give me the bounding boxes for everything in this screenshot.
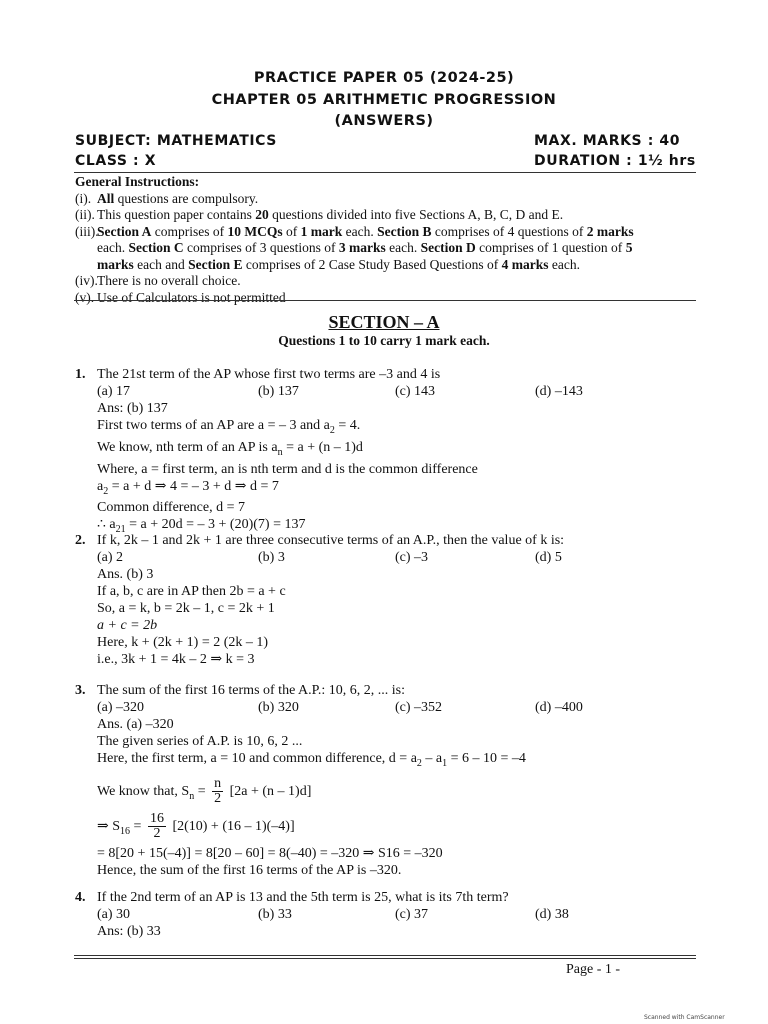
solution-line: Here, the first term, a = 10 and common difference, $d = a_2 - a_1 = 6 - 10 = -4$ [97,751,526,769]
solution-line: = 8[20 + 15(–4)] = 8[20 – 60] = 8(–40) = –320 ⇒ S16 = –320 [97,845,443,861]
solution-line: We know that, $S_n$ = $\frac{n}{2}$ [2a + (n – 1)d] [97,776,312,807]
chapter-title: CHAPTER 05 ARITHMETIC PROGRESSION [211,92,557,108]
instruction-item: (i). All questions are compulsory. [75,190,259,206]
section-subtitle: Questions 1 to 10 carry 1 mark each. [278,333,490,348]
answer: Ans: (b) 137 [97,401,168,416]
footer-divider-1 [74,955,696,956]
solution-line: If a, b, c are in AP then 2b = a + c [97,584,286,599]
instruction-item: (iii). Section A comprises of 10 MCQs of 1 mark each. Section B comprises of 4 questions of 2 marks each. Section C comprises of 3 questions of 3 marks each. Section D comprises of 1 question of 5 marks each and Section E comprises of 2 Case Study Based Questions of 4 marks each. [75,223,634,272]
subject-label: SUBJECT: MATHEMATICS [75,133,277,149]
option-c: (c) 37 [395,907,429,922]
max-marks-label: MAX. MARKS : 40 [534,133,681,149]
option-d: (d) 5 [535,550,562,565]
answer: Ans. (a) –320 [97,717,174,732]
solution-line: ∴ $a_{21} = a + 20d$ = – 3 + (20)(7) = 137 [97,517,306,536]
options [97,699,695,716]
instructions-divider [74,300,696,301]
solution-line: So, a = k, b = 2k – 1, c = 2k + 1 [97,601,275,616]
question-text: The sum of the first 16 terms of the A.P.: 10, 6, 2, ... is: [97,683,405,698]
question-text: The 21st term of the AP whose first two terms are –3 and 4 is [97,367,441,382]
solution-line: Hence, the sum of the first 16 terms of the AP is –320. [97,862,402,878]
option-b: (b) 33 [258,907,292,922]
option-c: (c) –352 [395,700,443,715]
question-2: 2. If k, 2k – 1 and 2k + 1 are three consecutive terms of an A.P., then the value of k is: (a) 2 (b) 3 (c) –3 (d) 5 Ans. (b) 3 If a, b, c are in AP then 2b = a + c So, a = k, b = 2k – 1, c = 2k + 1 a + c = 2b Here, k + (2k + 1) = 2 (2k – 1) i.e., 3k + 1 = 4k – 2 ⇒ k = 3 [75,532,695,668]
option-a: (a) 17 [97,384,131,399]
question-text: If k, 2k – 1 and 2k + 1 are three consecutive terms of an A.P., then the value of k is: [97,533,565,548]
solution-line: ⇒ $S_{16}$ = $\frac{16}{2}$ [2(10) + (16 – 1)(–4)] [97,811,295,842]
answers-label: (ANSWERS) [334,113,434,129]
instruction-item: (ii). This question paper contains 20 questions divided into five Sections A, B, C, D and E. [75,207,564,222]
header-divider [74,172,696,173]
question-4: 4. If the 2nd term of an AP is 13 and the 5th term is 25, what is its 7th term? (a) 30 (b) 33 (c) 37 (d) 38 Ans: (b) 33 [75,889,695,940]
class-label: CLASS : X [75,153,157,169]
paper-title: PRACTICE PAPER 05 (2024-25) [253,70,515,86]
option-c: (c) 143 [395,384,436,399]
option-c: (c) –3 [395,550,429,565]
instruction-item: (v). Use of Calculators is not permitted [75,289,286,305]
option-a: (a) 30 [97,907,131,922]
solution-line: $a_2 = a + d$ ⇒ 4 = – 3 + d ⇒ d = 7 [97,478,279,497]
footer-divider-2 [74,958,696,959]
option-b: (b) 320 [258,700,299,715]
question-3: 3. The sum of the first 16 terms of the A.P.: 10, 6, 2, ... is: (a) –320 (b) 320 (c) –352 (d) –400 Ans. (a) –320 The given series of A.P. is 10, 6, 2 ... Here, the first term, a = 10 and common difference, $d = a_2 - a_1 = 6 - 10 = -4$ We know that, $S_n$ = $\frac{n}{2}$ [2a + (n – 1)d] ⇒ $S_{16}$ = $\frac{16}{2}$ [2(10) + (16 – 1)(–4)] = 8[20 + 15(–4)] = 8[20 – 60] = 8(–40) = –320 ⇒ S16 = –320 Hence, the sum of the first 16 terms of the AP is –320. [75,682,695,879]
solution-line: First two terms of an AP are a = – 3 and $a_2 = 4$. [97,418,361,436]
duration-label: DURATION : 1½ hrs [534,153,696,169]
options [97,906,695,923]
option-d: (d) –143 [535,384,583,399]
solution-line: Here, k + (2k + 1) = 2 (2k – 1) [97,635,269,650]
option-a: (a) 2 [97,550,124,565]
options [97,549,695,566]
solution-line: a + c = 2b [97,618,158,633]
solution-line: We know, nth term of an AP is $a_n = a + (n - 1)d$ [97,439,363,458]
instructions-heading: General Instructions: [75,174,200,189]
fraction: $\frac{n}{2}$ [214,776,222,807]
option-a: (a) –320 [97,700,145,715]
question-1: 1. The 21st term of the AP whose first two terms are –3 and 4 is (a) 17 (b) 137 (c) 143 (d) –143 Ans: (b) 137 First two terms of an AP are a = – 3 and $a_2 = 4$. We know, nth term of an AP is $a_n = a + (n - 1)d$ Where, a = first term, an is nth term and d is the common difference $a_2 = a + d$ ⇒ 4 = – 3 + d ⇒ d = 7 Common difference, d = 7 ∴ $a_{21} = a + 20d$ = – 3 + (20)(7) = 137 [75,366,695,538]
options [97,383,695,400]
option-b: (b) 137 [258,384,299,399]
instruction-item: (iv). There is no overall choice. [75,273,241,288]
answer: Ans. (b) 3 [97,567,154,582]
general-instructions [75,174,695,306]
solution-line: The given series of A.P. is 10, 6, 2 ... [97,734,303,749]
answer: Ans: (b) 33 [97,924,161,939]
section-title: SECTION – A [328,312,440,332]
fraction: $\frac{16}{2}$ [149,811,164,842]
question-text: If the 2nd term of an AP is 13 and the 5th term is 25, what is its 7th term? [97,890,509,905]
page-number: Page - 1 - [566,962,621,977]
option-d: (d) 38 [535,907,569,922]
option-b: (b) 3 [258,550,285,565]
option-d: (d) –400 [535,700,583,715]
scanner-watermark: Scanned with CamScanner [644,1014,725,1021]
solution-line: i.e., 3k + 1 = 4k – 2 ⇒ k = 3 [97,652,255,667]
solution-line: Where, a = first term, an is nth term and d is the common difference [97,461,478,477]
solution-line: Common difference, d = 7 [97,500,245,516]
